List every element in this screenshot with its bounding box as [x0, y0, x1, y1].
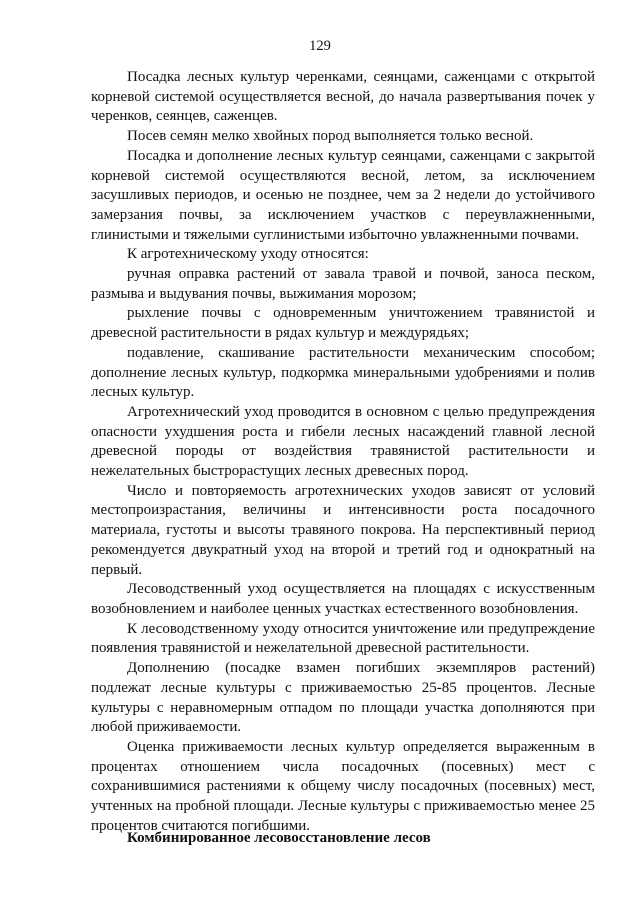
section-heading: Комбинированное лесовосстановление лесов — [127, 830, 431, 846]
paragraph-planting-closed-roots: Посадка и дополнение лесных культур сеянцами, саженцами с закрытой корневой системой осуществляются весной, летом, за исключением засушливых периодов, и осенью не позднее, чем за 2 недели до устойчивого замерзания почвы, за исключением участков с переувлажненными, глинистыми и тяжелыми суглинистыми избыточно увлажненными почвами. — [91, 147, 595, 243]
paragraph-soil-loosening: рыхление почвы с одновременным уничтожением травянистой и древесной растительности в рядах культур и междурядьях; — [91, 305, 595, 342]
page-number: 129 — [309, 38, 331, 54]
paragraph-agrotech-care-intro: К агротехническому уходу относятся: — [127, 246, 369, 263]
document-body — [91, 68, 595, 836]
paragraph-survival-assessment: Оценка приживаемости лесных культур определяется выраженным в процентах отношением числа посадочных (посевных) мест с сохранившимися растениями к общему числу посадочных (посевных) мест, учтенных на пробной площади. Лесные культуры с приживаемостью менее 25 процентов считаются погибшими. — [91, 738, 595, 834]
paragraph-silvicultural-care-scope: К лесоводственному уходу относится уничтожение или предупреждение появления травянистой и нежелательной древесной растительности. — [91, 620, 595, 657]
paragraph-manual-straightening: ручная оправка растений от завала травой и почвой, заноса песком, размыва и выдувания почвы, выжимания морозом; — [91, 266, 595, 302]
paragraph-replanting: Дополнению (посадке взамен погибших экземпляров растений) подлежат лесные культуры с приживаемостью 25-85 процентов. Лесные культуры с неравномерным отпадом по площади участка дополняются при любой приживаемости. — [91, 660, 595, 736]
paragraph-silvicultural-care: Лесоводственный уход осуществляется на площадях с искусственным возобновлением и наиболее ценных участках естественного возобновления. — [91, 581, 595, 617]
paragraph-care-frequency: Число и повторяемость агротехнических уходов зависят от условий местопроизрастания, величины и интенсивности роста посадочного материала, густоты и высоты травяного покрова. На перспективный период рекомендуется двукратный уход на второй и третий год и однократный на первый. — [91, 482, 595, 578]
paragraph-sowing-conifers: Посев семян мелко хвойных пород выполняется только весной. — [127, 128, 534, 145]
paragraph-suppression-mowing: подавление, скашивание растительности механическим способом; дополнение лесных культур, подкормка минеральными удобрениями и полив лесных культур. — [91, 344, 595, 401]
paragraph-agrotech-purpose: Агротехнический уход проводится в основном с целью предупреждения опасности ухудшения роста и гибели лесных насаждений главной лесной древесной породы от воздействия травянистой растительности и нежелательных быстрорастущих лесных древесных пород. — [91, 403, 595, 480]
paragraph-planting-open-roots: Посадка лесных культур черенками, сеянцами, саженцами с открытой корневой системой осуществляется весной, до начала развертывания почек у черенков, сеянцев, саженцев. — [91, 69, 595, 125]
